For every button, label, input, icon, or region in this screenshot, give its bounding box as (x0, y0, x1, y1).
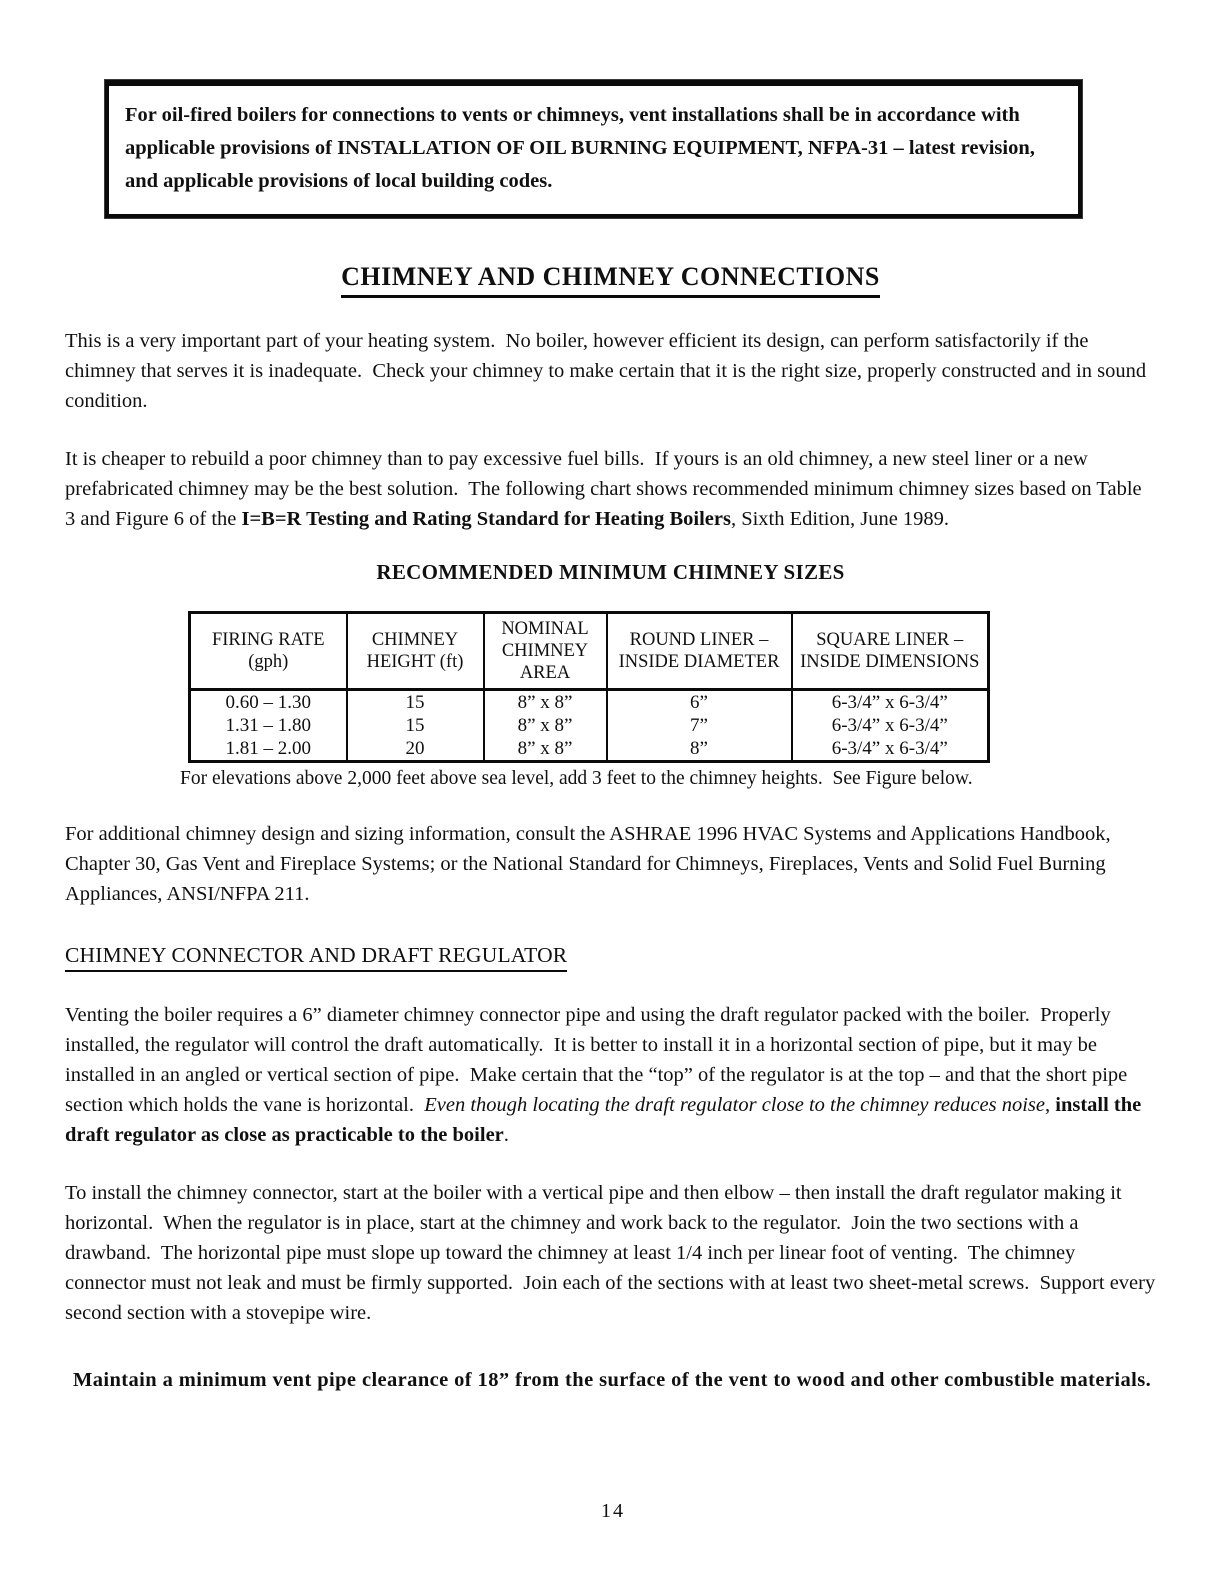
paragraph-run-bold: install the draft regulator as close as practicable to the boiler (65, 1094, 1147, 1146)
cell-square-liner: 6-3/4” x 6-3/4” (792, 714, 989, 737)
cell-chimney-height: 15 (347, 714, 484, 737)
page-title-text: CHIMNEY AND CHIMNEY CONNECTIONS (341, 262, 880, 298)
cell-nominal-area: 8” x 8” (484, 690, 607, 715)
page-title (65, 262, 1156, 298)
cell-firing-rate: 1.31 – 1.80 (190, 714, 347, 737)
chimney-sizes-table (188, 611, 990, 763)
cell-chimney-height: 15 (347, 690, 484, 715)
cell-nominal-area: 8” x 8” (484, 737, 607, 762)
paragraph-run: , Sixth Edition, June 1989. (730, 508, 950, 530)
cell-square-liner: 6-3/4” x 6-3/4” (792, 690, 989, 715)
paragraph-run: It is cheaper to rebuild a poor chimney than to pay excessive fuel bills. If yours is an old chimney, a new steel liner or a new prefabricated chimney may be the best solution. The following chart shows recommended minimum chimney sizes based on Table 3 and Figure 6 of the (65, 448, 1147, 530)
cell-firing-rate: 1.81 – 2.00 (190, 737, 347, 762)
notice-box (105, 80, 1082, 218)
paragraph-venting (65, 1000, 1156, 1150)
section-heading-connector (65, 943, 1156, 972)
notice-text: For oil-fired boilers for connections to vents or chimneys, vent installations shall be in accordance with applicable provisions of INSTALLATION OF OIL BURNING EQUIPMENT, NFPA-31 – latest revision, and applicable provisions of local building codes. (125, 104, 1040, 192)
paragraph-run: . (503, 1124, 509, 1146)
table-row (190, 737, 989, 762)
table-header-row (190, 613, 989, 690)
cell-round-liner: 6” (607, 690, 792, 715)
table-row (190, 690, 989, 715)
paragraph-run-bold: I=B=R Testing and Rating Standard for Heating Boilers (241, 508, 731, 530)
cell-round-liner: 8” (607, 737, 792, 762)
paragraph-install-connector: To install the chimney connector, start at the boiler with a vertical pipe and then elbow – then install the draft regulator making it horizontal. When the regulator is in place, start at the chimney and work back to the regulator. Join the two sections with a drawband. The horizontal pipe must slope up toward the chimney at least 1/4 inch per linear foot of venting. The chimney connector must not leak and must be firmly supported. Join each of the sections with at least two sheet-metal screws. Support every second section with a stovepipe wire. (65, 1182, 1161, 1324)
table-caption: RECOMMENDED MINIMUM CHIMNEY SIZES (376, 560, 845, 584)
page-number: 14 (601, 1500, 625, 1522)
paragraph-run: Venting the boiler requires a 6” diameter chimney connector pipe and using the draft regulator packed with the boiler. Properly installed, the regulator will control the draft automatically. It is better to install it in a horizontal section of pipe, but it may be installed in an angled or vertical section of pipe. Make certain that the “top” of the regulator is at the top – and that the short pipe section which holds the vane is horizontal. (65, 1004, 1133, 1116)
paragraph-clearance-warning: Maintain a minimum vent pipe clearance of 18” from the surface of the vent to wood and other combustible materials. (73, 1369, 1152, 1391)
table-row (190, 714, 989, 737)
col-header-round-liner: ROUND LINER – INSIDE DIAMETER (607, 613, 792, 690)
table-footnote: For elevations above 2,000 feet above sea level, add 3 feet to the chimney heights. See Figure below. (180, 768, 973, 789)
paragraph-intro: This is a very important part of your heating system. No boiler, however efficient its design, can perform satisfactorily if the chimney that serves it is inadequate. Check your chimney to make certain that it is the right size, properly constructed and in sound condition. (65, 330, 1152, 412)
paragraph-chimney-rebuild (65, 444, 1156, 534)
col-header-chimney-height: CHIMNEY HEIGHT (ft) (347, 613, 484, 690)
col-header-firing-rate: FIRING RATE (gph) (190, 613, 347, 690)
cell-nominal-area: 8” x 8” (484, 714, 607, 737)
paragraph-run: , (1045, 1094, 1056, 1116)
cell-firing-rate: 0.60 – 1.30 (190, 690, 347, 715)
paragraph-run-italic: Even though locating the draft regulator close to the chimney reduces noise (424, 1094, 1045, 1116)
cell-round-liner: 7” (607, 714, 792, 737)
col-header-nominal-area: NOMINAL CHIMNEY AREA (484, 613, 607, 690)
cell-chimney-height: 20 (347, 737, 484, 762)
section-heading-text: CHIMNEY CONNECTOR AND DRAFT REGULATOR (65, 943, 567, 972)
cell-square-liner: 6-3/4” x 6-3/4” (792, 737, 989, 762)
col-header-square-liner: SQUARE LINER – INSIDE DIMENSIONS (792, 613, 989, 690)
paragraph-additional-info: For additional chimney design and sizing information, consult the ASHRAE 1996 HVAC Systems and Applications Handbook, Chapter 30, Gas Vent and Fireplace Systems; or the National Standard for Chimneys, Fireplaces, Vents and Solid Fuel Burning Appliances, ANSI/NFPA 211. (65, 823, 1116, 905)
